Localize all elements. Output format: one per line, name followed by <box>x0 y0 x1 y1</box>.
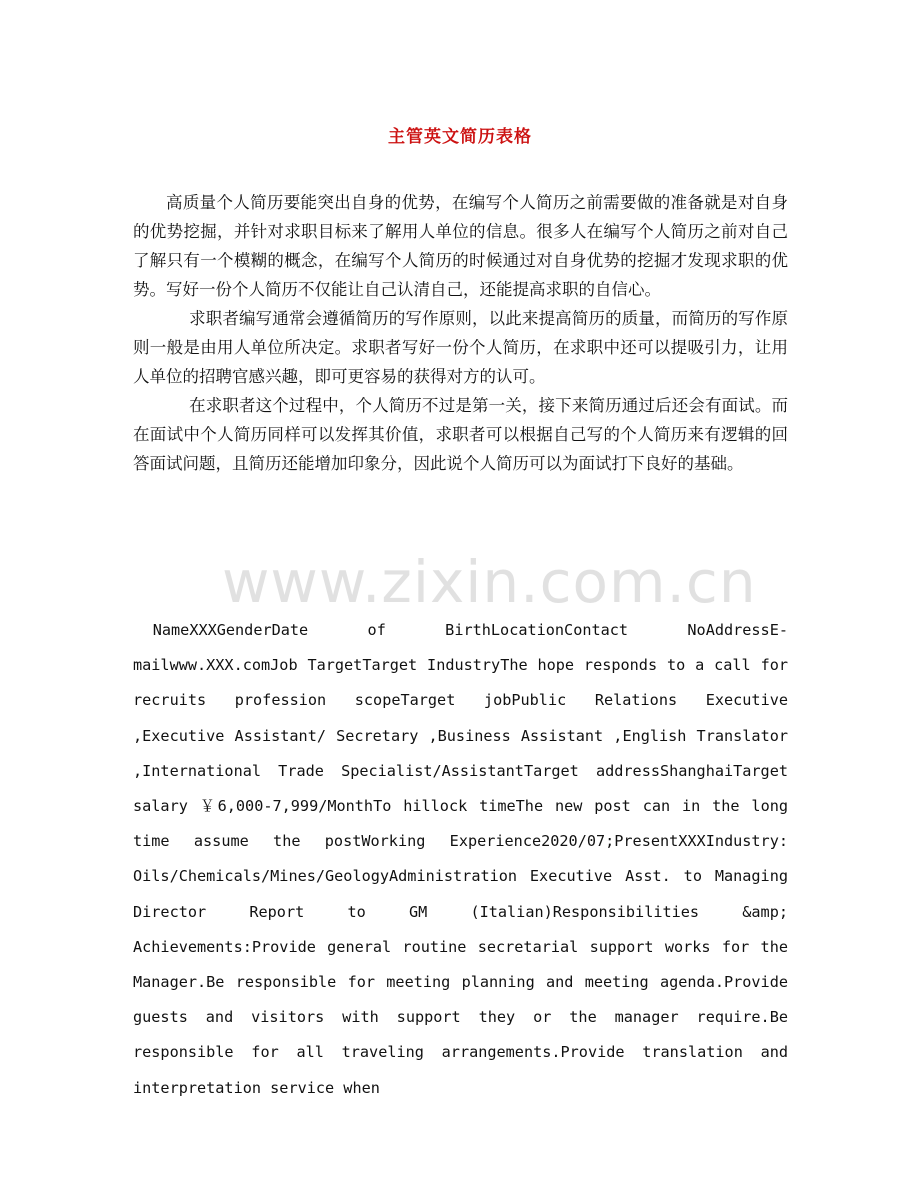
intro-text <box>133 188 788 478</box>
document-title: 主管英文简历表格 <box>388 127 532 147</box>
resume-text: NameXXXGenderDate of BirthLocationContact NoAddressE-mailwww.XXX.comJob TargetTarget IndustryThe hope responds to a call for recruits profession scopeTarget jobPublic Relations Executive ,Executive Assistant/ Secretary ,Business Assistant ,English Translator ,International Trade Specialist/AssistantTarget addressShanghaiTarget salary ￥6,000-7,999/MonthTo hillock timeThe new post can in the long time assume the postWorking Experience2020/07;PresentXXXIndustry: Oils/Chemicals/Mines/GeologyAdministration Executive Asst. to Managing Director Report to GM (Italian)Responsibilities &amp; Achievements:Provide general routine secretarial support works for the Manager.Be responsible for meeting planning and meeting agenda.Provide guests and visitors with support they or the manager require.Be responsible for all traveling arrangements.Provide translation and interpretation service when <box>133 621 788 1097</box>
paragraph-3: 在求职者这个过程中，个人简历不过是第一关，接下来简历通过后还会有面试。而在面试中个人简历同样可以发挥其价值，求职者可以根据自己写的个人简历来有逻辑的回答面试问题，且简历还能增加印象分，因此说个人简历可以为面试打下良好的基础。 <box>133 396 788 473</box>
paragraph-1: 高质量个人简历要能突出自身的优势，在编写个人简历之前需要做的准备就是对自身的优势挖掘，并针对求职目标来了解用人单位的信息。很多人在编写个人简历之前对自己了解只有一个模糊的概念，在编写个人简历的时候通过对自身优势的挖掘才发现求职的优势。写好一份个人简历不仅能让自己认清自己，还能提高求职的自信心。 <box>133 193 788 299</box>
paragraph-2: 求职者编写通常会遵循简历的写作原则，以此来提高简历的质量，而简历的写作原则一般是由用人单位所决定。求职者写好一份个人简历，在求职中还可以提吸引力，让用人单位的招聘官感兴趣，即可更容易的获得对方的认可。 <box>133 309 788 386</box>
watermark: www.zixin.com.cn <box>222 548 757 616</box>
